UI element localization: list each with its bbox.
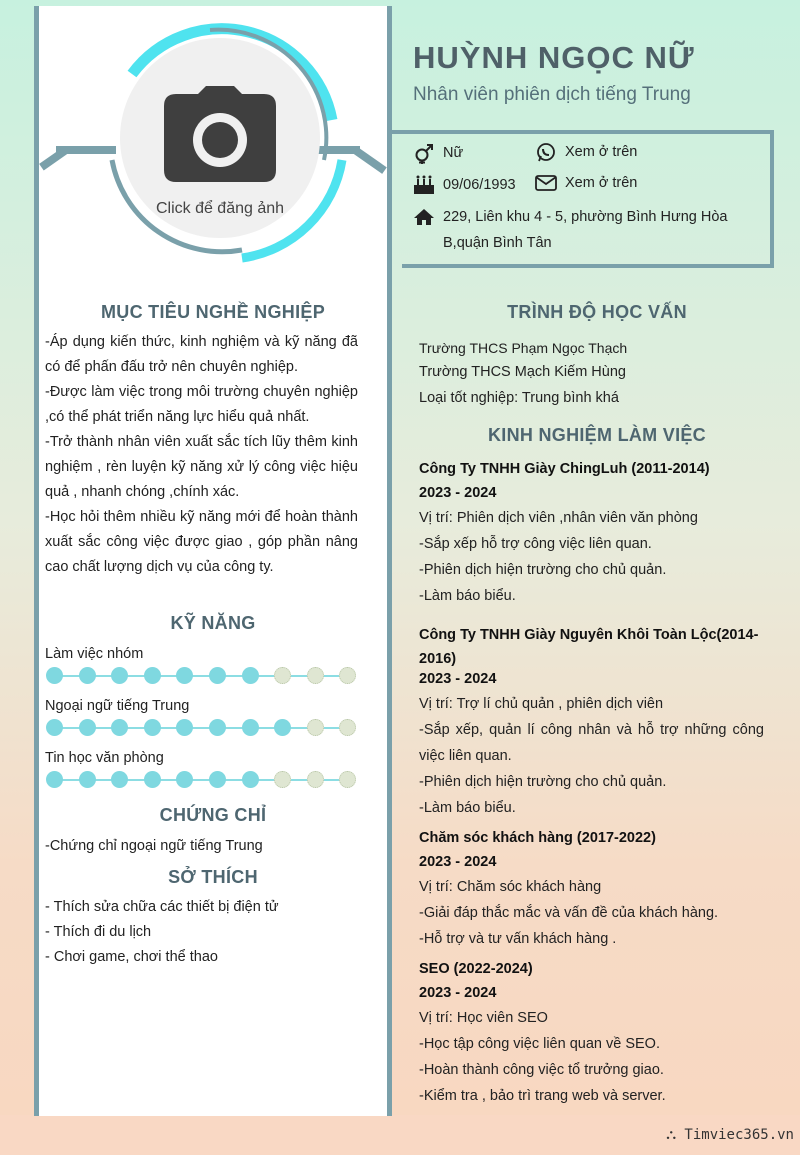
skill-dot bbox=[339, 771, 356, 788]
camera-icon bbox=[164, 86, 276, 182]
objective-text: -Áp dụng kiến thức, kinh nghiệm và kỹ năng đã có để phấn đấu trở nên chuyên nghiệp. -Được làm việc trong môi trường chuyên nghiệp ,có thể phát triển năng lực hiểu quả nhất. -Trở thành nhân viên xuất sắc tích lũy thêm kinh nghiệm , rèn luyện kỹ năng xử lý công việc hiệu quả , nhanh chóng ,chính xác. -Học hỏi thêm nhiều kỹ năng mới để hoàn thành xuất sắc công việc được giao , góp phần nâng cao chất lượng dịch vụ của công ty. bbox=[45, 334, 358, 575]
skill-dot bbox=[79, 771, 96, 788]
address-line-2: B,quận Bình Tân bbox=[443, 235, 552, 251]
envelope-icon bbox=[535, 175, 557, 191]
skill-rating bbox=[46, 667, 358, 685]
job-company: SEO (2022-2024) bbox=[419, 961, 533, 977]
skill-dot bbox=[79, 719, 96, 736]
skill-label: Ngoại ngữ tiếng Trung bbox=[45, 698, 190, 714]
skill-dot bbox=[46, 667, 63, 684]
phone-value: Xem ở trên bbox=[565, 144, 638, 160]
gender-icon bbox=[413, 142, 435, 164]
job-detail: Vị trí: Phiên dịch viên ,nhân viên văn phòng bbox=[419, 510, 698, 526]
job-period: 2023 - 2024 bbox=[419, 985, 497, 1001]
skill-dot bbox=[144, 771, 161, 788]
skill-dot bbox=[339, 719, 356, 736]
education-line: Loại tốt nghiệp: Trung bình khá bbox=[419, 390, 619, 406]
skills-title: KỸ NĂNG bbox=[170, 613, 256, 633]
address-line-1: 229, Liên khu 4 - 5, phường Bình Hưng Hòa bbox=[443, 209, 728, 225]
skill-dot bbox=[176, 771, 193, 788]
skill-dot bbox=[307, 719, 324, 736]
skill-dot bbox=[111, 771, 128, 788]
job-company: Chăm sóc khách hàng (2017-2022) bbox=[419, 830, 656, 846]
job-period: 2023 - 2024 bbox=[419, 854, 497, 870]
job-detail: Vị trí: Học viên SEO bbox=[419, 1010, 548, 1026]
skill-dot bbox=[144, 667, 161, 684]
skill-dot bbox=[242, 771, 259, 788]
birthday-cake-icon bbox=[413, 175, 435, 195]
email-value: Xem ở trên bbox=[565, 175, 638, 191]
job-detail: -Làm báo biểu. bbox=[419, 800, 516, 816]
skill-dot bbox=[79, 667, 96, 684]
job-detail: Vị trí: Chăm sóc khách hàng bbox=[419, 879, 602, 895]
address-row bbox=[413, 208, 727, 256]
gender-value: Nữ bbox=[443, 145, 464, 161]
job-period: 2023 - 2024 bbox=[419, 485, 497, 501]
education-title: TRÌNH ĐỘ HỌC VẤN bbox=[507, 302, 687, 322]
education-line: Trường THCS Mạch Kiếm Hùng bbox=[419, 364, 626, 380]
skill-rating bbox=[46, 771, 358, 789]
experience-title: KINH NGHIỆM LÀM VIỆC bbox=[487, 425, 706, 445]
skill-dot bbox=[144, 719, 161, 736]
skill-label: Làm việc nhóm bbox=[45, 646, 144, 662]
skill-dot bbox=[209, 667, 226, 684]
job-detail: -Sắp xếp hỗ trợ công việc liên quan. bbox=[419, 536, 652, 552]
skill-dot bbox=[111, 719, 128, 736]
hobbies-title: SỞ THÍCH bbox=[168, 867, 258, 887]
job-detail: -Hỗ trợ và tư vấn khách hàng . bbox=[419, 931, 617, 947]
skill-dot bbox=[46, 719, 63, 736]
home-icon bbox=[413, 208, 435, 226]
skill-dot bbox=[307, 667, 324, 684]
job-detail: -Hoàn thành công việc tổ trưởng giao. bbox=[419, 1062, 664, 1078]
skill-dot bbox=[242, 667, 259, 684]
skill-track bbox=[54, 779, 350, 781]
skill-dot bbox=[307, 771, 324, 788]
job-detail: -Sắp xếp, quản lí công nhân và hỗ trợ những công việc liên quan. bbox=[419, 722, 764, 764]
job-period: 2023 - 2024 bbox=[419, 671, 497, 687]
skill-dot bbox=[209, 771, 226, 788]
contact-box-corner bbox=[392, 130, 406, 134]
job-detail: -Phiên dịch hiện trường cho chủ quản. bbox=[419, 774, 667, 790]
job-company: Công Ty TNHH Giày Nguyên Khôi Toàn Lộc(2014-2016) bbox=[419, 627, 759, 667]
skill-label: Tin học văn phòng bbox=[45, 750, 164, 766]
candidate-position: Nhân viên phiên dịch tiếng Trung bbox=[413, 84, 691, 105]
photo-upload-label: Click để đăng ảnh bbox=[155, 200, 285, 217]
skill-dot bbox=[46, 771, 63, 788]
hobby-item: - Thích sửa chữa các thiết bị điện tử bbox=[45, 899, 279, 915]
job-detail: -Giải đáp thắc mắc và vấn đề của khách hàng. bbox=[419, 905, 719, 921]
skill-dot bbox=[339, 667, 356, 684]
watermark: ⛬ Timviec365.vn bbox=[666, 1127, 794, 1143]
skill-dot bbox=[209, 719, 226, 736]
candidate-name: HUỲNH NGỌC NỮ bbox=[413, 40, 695, 75]
job-detail: Vị trí: Trợ lí chủ quản , phiên dịch viên bbox=[419, 696, 664, 712]
hobby-item: - Thích đi du lịch bbox=[45, 924, 152, 940]
skill-dot bbox=[274, 719, 291, 736]
job-detail: -Kiểm tra , bảo trì trang web và server. bbox=[419, 1088, 666, 1104]
education-line: Trường THCS Phạm Ngọc Thạch bbox=[419, 340, 628, 356]
certificate-item: -Chứng chỉ ngoại ngữ tiếng Trung bbox=[45, 838, 263, 854]
certificates-title: CHỨNG CHỈ bbox=[159, 805, 267, 825]
email-row bbox=[535, 175, 637, 191]
job-detail: -Phiên dịch hiện trường cho chủ quản. bbox=[419, 562, 667, 578]
phone-row bbox=[535, 142, 637, 162]
skill-dot bbox=[176, 719, 193, 736]
birthday-row bbox=[413, 175, 516, 195]
skill-track bbox=[54, 675, 350, 677]
job-company: Công Ty TNHH Giày ChingLuh (2011-2014) bbox=[419, 461, 710, 477]
photo-frame[interactable] bbox=[92, 10, 350, 268]
skill-track bbox=[54, 727, 350, 729]
phone-icon bbox=[535, 142, 557, 162]
skill-dot bbox=[111, 667, 128, 684]
job-detail: -Làm báo biểu. bbox=[419, 588, 516, 604]
skill-rating bbox=[46, 719, 358, 737]
objective-title: MỤC TIÊU NGHỀ NGHIỆP bbox=[100, 302, 325, 322]
birthday-value: 09/06/1993 bbox=[443, 177, 516, 193]
skill-dot bbox=[176, 667, 193, 684]
gender-row bbox=[413, 142, 463, 164]
skill-dot bbox=[274, 667, 291, 684]
job-detail: -Học tập công việc liên quan về SEO. bbox=[419, 1036, 660, 1052]
skill-dot bbox=[274, 771, 291, 788]
hobby-item: - Chơi game, chơi thể thao bbox=[45, 949, 218, 965]
skill-dot bbox=[242, 719, 259, 736]
photo-upload[interactable] bbox=[120, 38, 320, 238]
